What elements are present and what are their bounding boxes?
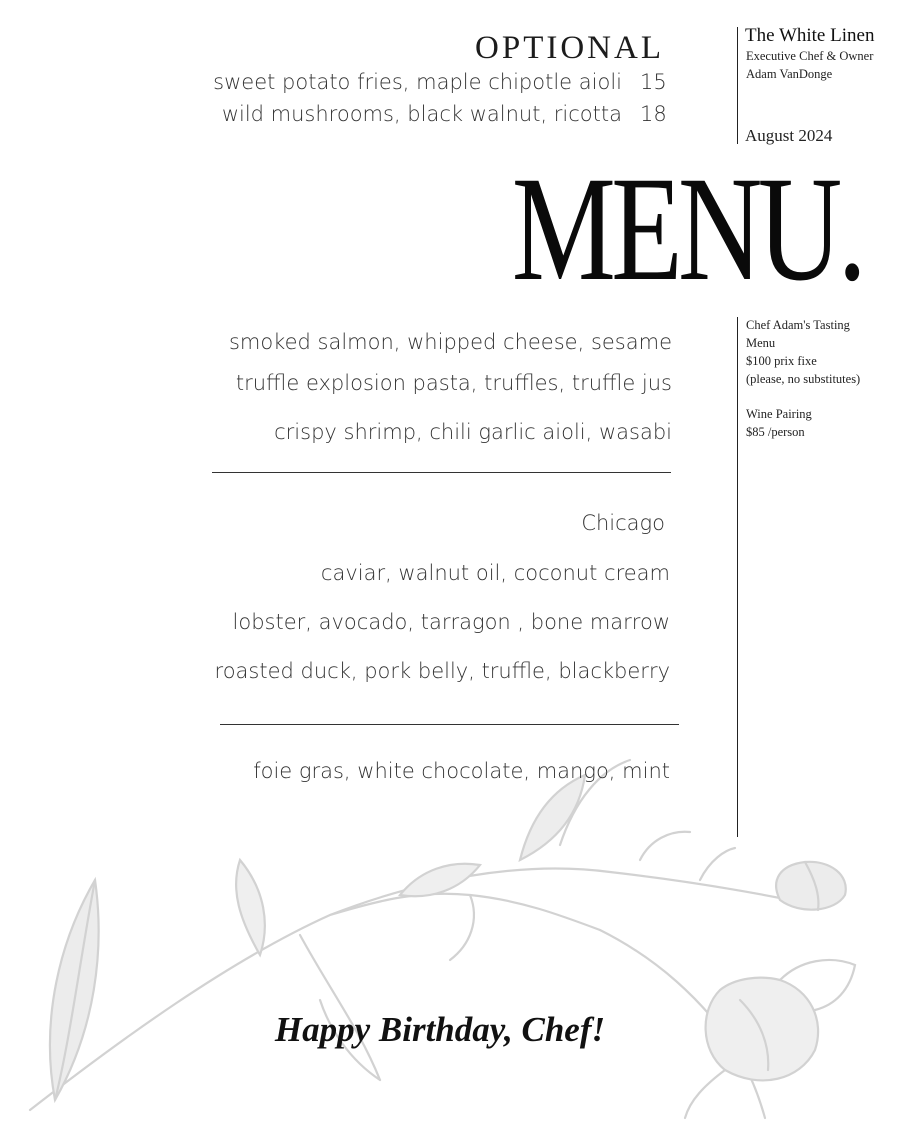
course-item: crispy shrimp, chili garlic aioli, wasabi bbox=[274, 420, 672, 444]
restaurant-name: The White Linen bbox=[745, 25, 875, 46]
course-item: caviar, walnut oil, coconut cream bbox=[320, 561, 670, 585]
wine-pairing-price: $85 /person bbox=[746, 425, 805, 439]
course-item: lobster, avocado, tarragon , bone marrow bbox=[232, 610, 670, 634]
menu-heading: MENU. bbox=[511, 146, 862, 312]
optional-item-price: 15 bbox=[640, 70, 667, 94]
tasting-menu-label: Chef Adam's Tasting bbox=[746, 318, 850, 332]
optional-item bbox=[213, 70, 667, 94]
optional-item-dish: wild mushrooms, black walnut, ricotta bbox=[221, 102, 622, 126]
substitution-note: (please, no substitutes) bbox=[746, 372, 861, 386]
wine-pairing-label: Wine Pairing bbox=[746, 407, 812, 421]
course-section-label: Chicago bbox=[581, 511, 665, 535]
course-item: roasted duck, pork belly, truffle, blackberry bbox=[214, 659, 670, 683]
chef-name: Adam VanDonge bbox=[746, 67, 833, 81]
course-divider bbox=[212, 472, 671, 473]
sidebar-divider bbox=[737, 317, 738, 837]
prix-fixe-price: $100 prix fixe bbox=[746, 354, 817, 368]
optional-heading: OPTIONAL bbox=[475, 30, 664, 66]
menu-date: August 2024 bbox=[745, 126, 833, 145]
sidebar-divider bbox=[737, 27, 738, 144]
course-item: smoked salmon, whipped cheese, sesame bbox=[228, 330, 672, 354]
course-item: foie gras, white chocolate, mango, mint bbox=[253, 759, 670, 783]
tasting-menu-label-cont: Menu bbox=[746, 336, 776, 350]
chef-title: Executive Chef & Owner bbox=[746, 49, 874, 63]
optional-item bbox=[221, 102, 667, 126]
course-divider bbox=[220, 724, 679, 725]
birthday-message: Happy Birthday, Chef! bbox=[274, 1010, 606, 1049]
course-item: truffle explosion pasta, truffles, truffle jus bbox=[235, 371, 672, 395]
optional-item-dish: sweet potato fries, maple chipotle aioli bbox=[213, 70, 622, 94]
optional-item-price: 18 bbox=[640, 102, 667, 126]
